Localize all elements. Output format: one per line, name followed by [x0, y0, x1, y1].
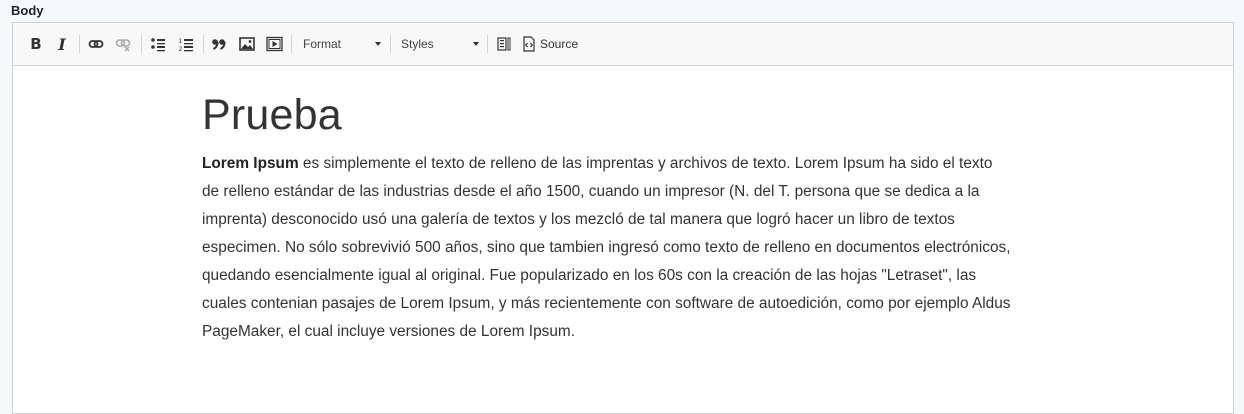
unlink-button[interactable] [113, 33, 133, 55]
link-icon [88, 36, 104, 52]
italic-icon: I [58, 34, 66, 54]
blockquote-icon [211, 36, 227, 52]
blockquote-button[interactable] [209, 33, 229, 55]
format-dropdown[interactable] [303, 33, 381, 55]
toolbar-separator [203, 35, 204, 53]
bold-button[interactable] [27, 33, 45, 55]
toolbar-separator [291, 35, 292, 53]
field-label: Body [11, 3, 44, 18]
svg-text:1: 1 [178, 38, 183, 45]
toolbar-separator [141, 35, 142, 53]
image-icon [239, 36, 255, 52]
italic-button[interactable] [53, 33, 71, 55]
editor-content-area[interactable] [202, 85, 1012, 346]
chevron-down-icon [375, 42, 381, 46]
content-paragraph [202, 150, 1012, 346]
svg-text:2: 2 [178, 46, 183, 52]
link-button[interactable] [86, 33, 106, 55]
source-icon [522, 36, 536, 52]
styles-dropdown-label: Styles [401, 37, 434, 51]
rich-text-editor [12, 22, 1234, 414]
editor-toolbar [13, 23, 1233, 66]
format-dropdown-label: Format [303, 37, 342, 51]
toolbar-separator [487, 35, 488, 53]
bold-icon: B [30, 35, 42, 53]
paragraph-text: es simplemente el texto de relleno de las imprentas y archivos de texto. Lorem Ipsum ha sido el texto de relleno estándar de las industrias desde el año 1500, cuando un impresor (N. del T. persona que se dedica a la imprenta) desconocido usó una galería de textos y los mezcló de tal manera que logró hacer un libro de textos especimen. No sólo sobrevivió 500 años, sino que tambien ingresó como texto de relleno en documentos electrónicos, quedando esencialmente igual al original. Fue popularizado en los 60s con la creación de las hojas "Letraset", las cuales contenian pasajes de Lorem Ipsum, y más recientemente con software de autoedición, como por ejemplo Aldus PageMaker, el cual incluye versiones de Lorem Ipsum. [202, 155, 1011, 340]
embed-media-button[interactable] [264, 33, 284, 55]
unlink-icon [115, 36, 131, 52]
source-button-label: Source [540, 37, 579, 51]
toolbar-separator [390, 35, 391, 53]
bulleted-list-icon [150, 36, 166, 52]
paragraph-bold-lead: Lorem Ipsum [202, 155, 299, 172]
numbered-list-button[interactable] [176, 33, 196, 55]
content-heading: Prueba [202, 91, 342, 139]
bulleted-list-button[interactable] [148, 33, 168, 55]
source-button[interactable] [522, 33, 582, 55]
show-blocks-icon [496, 36, 512, 52]
numbered-list-icon [178, 36, 194, 52]
styles-dropdown[interactable] [401, 33, 479, 55]
chevron-down-icon [473, 42, 479, 46]
embed-media-icon [266, 36, 283, 52]
toolbar-separator [79, 35, 80, 53]
image-button[interactable] [237, 33, 257, 55]
show-blocks-button[interactable] [494, 33, 514, 55]
